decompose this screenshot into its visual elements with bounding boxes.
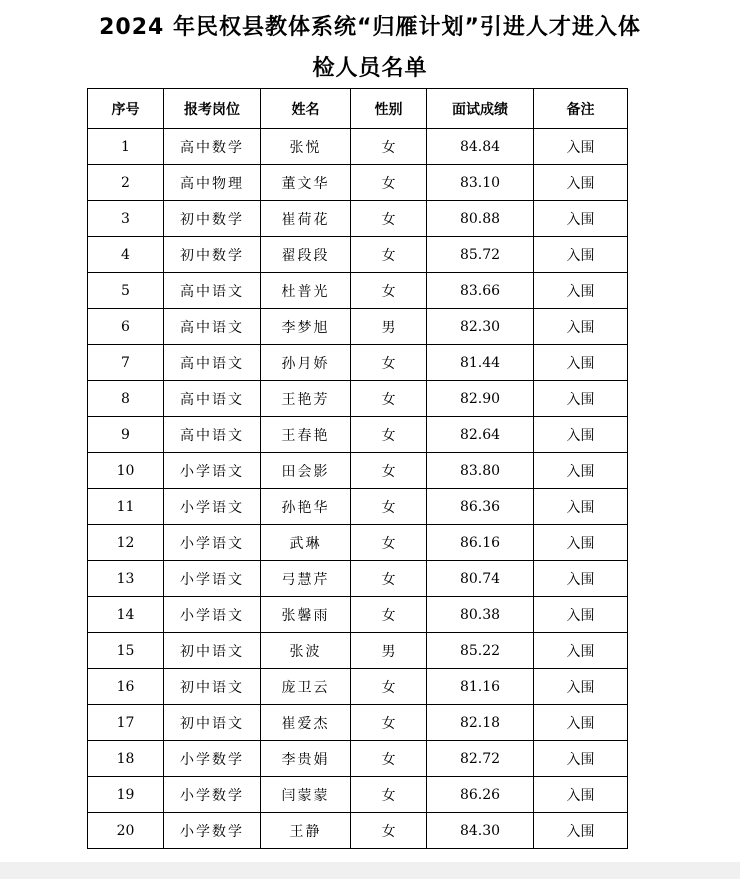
- cell-gender: 女: [351, 813, 427, 849]
- cell-position: 高中语文: [164, 417, 261, 453]
- cell-index: 9: [88, 417, 164, 453]
- cell-score: 85.72: [427, 237, 534, 273]
- cell-score: 86.16: [427, 525, 534, 561]
- cell-score: 82.72: [427, 741, 534, 777]
- cell-remark: 入围: [534, 237, 628, 273]
- cell-remark: 入围: [534, 813, 628, 849]
- cell-gender: 女: [351, 525, 427, 561]
- table-row: [88, 273, 628, 309]
- cell-index: 7: [88, 345, 164, 381]
- table-row: [88, 345, 628, 381]
- cell-gender: 女: [351, 345, 427, 381]
- cell-remark: 入围: [534, 669, 628, 705]
- page-title-line1: 2024 年民权县教体系统“归雁计划”引进人才进入体: [99, 15, 641, 40]
- cell-remark: 入围: [534, 561, 628, 597]
- cell-position: 小学语文: [164, 525, 261, 561]
- cell-gender: 女: [351, 129, 427, 165]
- cell-index: 1: [88, 129, 164, 165]
- cell-score: 86.26: [427, 777, 534, 813]
- cell-score: 83.80: [427, 453, 534, 489]
- col-header-gender: 性别: [351, 89, 427, 129]
- cell-index: 16: [88, 669, 164, 705]
- cell-gender: 女: [351, 741, 427, 777]
- cell-position: 高中语文: [164, 273, 261, 309]
- cell-score: 86.36: [427, 489, 534, 525]
- cell-score: 82.90: [427, 381, 534, 417]
- cell-index: 2: [88, 165, 164, 201]
- cell-remark: 入围: [534, 597, 628, 633]
- cell-gender: 女: [351, 489, 427, 525]
- cell-score: 82.30: [427, 309, 534, 345]
- col-header-name: 姓名: [261, 89, 351, 129]
- cell-remark: 入围: [534, 273, 628, 309]
- bottom-scroll-area: [0, 862, 740, 879]
- cell-position: 初中数学: [164, 201, 261, 237]
- cell-name: 李梦旭: [261, 309, 351, 345]
- cell-gender: 女: [351, 669, 427, 705]
- cell-position: 小学数学: [164, 741, 261, 777]
- table-row: [88, 777, 628, 813]
- cell-name: 田会影: [261, 453, 351, 489]
- cell-index: 5: [88, 273, 164, 309]
- table-row: [88, 813, 628, 849]
- table-row: [88, 597, 628, 633]
- table-row: [88, 705, 628, 741]
- cell-position: 高中语文: [164, 345, 261, 381]
- cell-name: 张馨雨: [261, 597, 351, 633]
- table-row: [88, 129, 628, 165]
- cell-score: 85.22: [427, 633, 534, 669]
- table-row: [88, 417, 628, 453]
- cell-name: 张波: [261, 633, 351, 669]
- cell-index: 8: [88, 381, 164, 417]
- cell-name: 孙月娇: [261, 345, 351, 381]
- cell-index: 19: [88, 777, 164, 813]
- table-row: [88, 381, 628, 417]
- cell-score: 82.64: [427, 417, 534, 453]
- cell-position: 小学语文: [164, 597, 261, 633]
- cell-gender: 女: [351, 273, 427, 309]
- cell-score: 84.84: [427, 129, 534, 165]
- col-header-position: 报考岗位: [164, 89, 261, 129]
- table-header-row: [88, 89, 628, 129]
- cell-remark: 入围: [534, 705, 628, 741]
- cell-gender: 女: [351, 453, 427, 489]
- table-row: [88, 561, 628, 597]
- cell-name: 弓慧芹: [261, 561, 351, 597]
- cell-remark: 入围: [534, 741, 628, 777]
- cell-score: 82.18: [427, 705, 534, 741]
- table-row: [88, 201, 628, 237]
- table-row: [88, 453, 628, 489]
- cell-name: 李贵娟: [261, 741, 351, 777]
- table-row: [88, 489, 628, 525]
- cell-position: 初中语文: [164, 669, 261, 705]
- cell-remark: 入围: [534, 165, 628, 201]
- cell-name: 翟段段: [261, 237, 351, 273]
- cell-score: 81.44: [427, 345, 534, 381]
- col-header-index: 序号: [88, 89, 164, 129]
- cell-gender: 女: [351, 561, 427, 597]
- cell-remark: 入围: [534, 129, 628, 165]
- cell-score: 81.16: [427, 669, 534, 705]
- cell-gender: 女: [351, 705, 427, 741]
- cell-position: 小学语文: [164, 561, 261, 597]
- table-row: [88, 165, 628, 201]
- cell-index: 18: [88, 741, 164, 777]
- cell-gender: 男: [351, 309, 427, 345]
- table-row: [88, 669, 628, 705]
- cell-gender: 女: [351, 165, 427, 201]
- cell-name: 杜普光: [261, 273, 351, 309]
- table-row: [88, 525, 628, 561]
- cell-gender: 女: [351, 597, 427, 633]
- cell-index: 11: [88, 489, 164, 525]
- candidate-table: [87, 88, 628, 849]
- cell-remark: 入围: [534, 453, 628, 489]
- cell-position: 初中数学: [164, 237, 261, 273]
- cell-score: 80.74: [427, 561, 534, 597]
- cell-gender: 女: [351, 201, 427, 237]
- table-row: [88, 309, 628, 345]
- cell-remark: 入围: [534, 525, 628, 561]
- cell-index: 14: [88, 597, 164, 633]
- cell-position: 小学数学: [164, 777, 261, 813]
- cell-index: 17: [88, 705, 164, 741]
- page-title-line2: 检人员名单: [312, 56, 428, 81]
- cell-position: 初中语文: [164, 705, 261, 741]
- cell-position: 高中数学: [164, 129, 261, 165]
- cell-name: 闫蒙蒙: [261, 777, 351, 813]
- cell-score: 80.88: [427, 201, 534, 237]
- cell-index: 4: [88, 237, 164, 273]
- cell-name: 王静: [261, 813, 351, 849]
- cell-name: 张悦: [261, 129, 351, 165]
- cell-gender: 女: [351, 417, 427, 453]
- cell-position: 高中语文: [164, 381, 261, 417]
- cell-index: 3: [88, 201, 164, 237]
- cell-remark: 入围: [534, 345, 628, 381]
- cell-position: 小学数学: [164, 813, 261, 849]
- cell-name: 董文华: [261, 165, 351, 201]
- cell-name: 崔荷花: [261, 201, 351, 237]
- col-header-score: 面试成绩: [427, 89, 534, 129]
- cell-name: 崔爱杰: [261, 705, 351, 741]
- cell-remark: 入围: [534, 417, 628, 453]
- cell-index: 15: [88, 633, 164, 669]
- col-header-remark: 备注: [534, 89, 628, 129]
- cell-score: 83.66: [427, 273, 534, 309]
- cell-index: 20: [88, 813, 164, 849]
- cell-score: 80.38: [427, 597, 534, 633]
- cell-gender: 男: [351, 633, 427, 669]
- cell-name: 王艳芳: [261, 381, 351, 417]
- cell-gender: 女: [351, 777, 427, 813]
- cell-name: 庞卫云: [261, 669, 351, 705]
- cell-name: 孙艳华: [261, 489, 351, 525]
- cell-index: 13: [88, 561, 164, 597]
- cell-remark: 入围: [534, 201, 628, 237]
- cell-position: 小学语文: [164, 489, 261, 525]
- cell-remark: 入围: [534, 777, 628, 813]
- cell-position: 高中物理: [164, 165, 261, 201]
- cell-gender: 女: [351, 381, 427, 417]
- cell-score: 83.10: [427, 165, 534, 201]
- cell-name: 王春艳: [261, 417, 351, 453]
- cell-score: 84.30: [427, 813, 534, 849]
- cell-name: 武琳: [261, 525, 351, 561]
- cell-remark: 入围: [534, 489, 628, 525]
- cell-index: 10: [88, 453, 164, 489]
- table-row: [88, 633, 628, 669]
- table-row: [88, 237, 628, 273]
- cell-index: 12: [88, 525, 164, 561]
- cell-remark: 入围: [534, 381, 628, 417]
- cell-remark: 入围: [534, 633, 628, 669]
- cell-gender: 女: [351, 237, 427, 273]
- cell-position: 小学语文: [164, 453, 261, 489]
- cell-remark: 入围: [534, 309, 628, 345]
- cell-position: 高中语文: [164, 309, 261, 345]
- cell-position: 初中语文: [164, 633, 261, 669]
- cell-index: 6: [88, 309, 164, 345]
- table-row: [88, 741, 628, 777]
